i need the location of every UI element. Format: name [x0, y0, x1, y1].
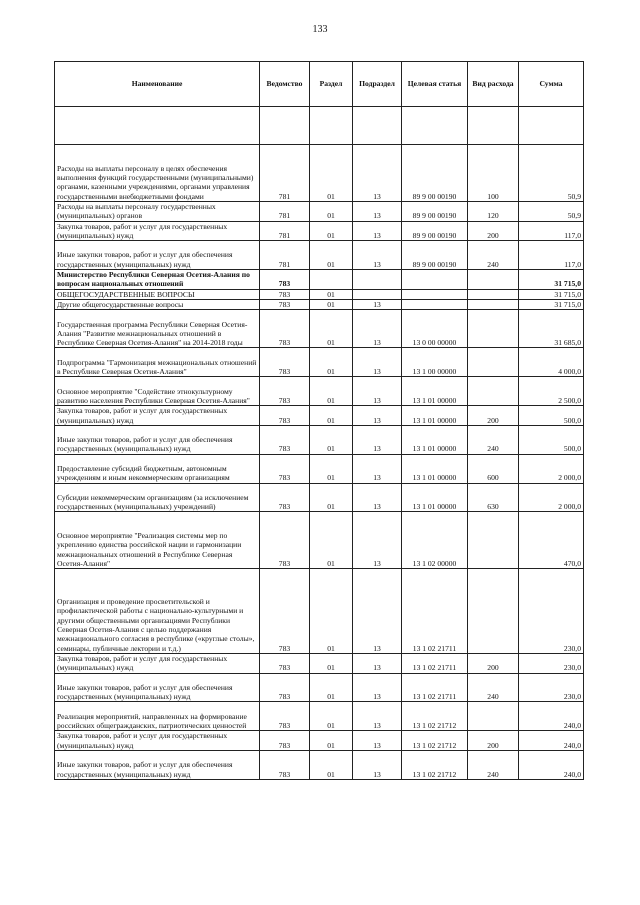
cell-subsection: 13 [353, 483, 402, 512]
table-row [55, 569, 584, 654]
cell-expense-type: 630 [468, 483, 519, 512]
cell-target-article [402, 289, 468, 299]
cell-amount: 470,0 [519, 512, 584, 569]
cell-expense-type [468, 270, 519, 290]
cell-section: 01 [310, 241, 353, 270]
cell-section: 01 [310, 673, 353, 702]
cell-department: 783 [260, 673, 310, 702]
cell-target-article: 89 9 00 00190 [402, 241, 468, 270]
cell-department [260, 107, 310, 145]
cell-expense-type: 200 [468, 221, 519, 241]
col-header-expense-type: Вид расхода [468, 62, 519, 107]
budget-table [54, 61, 584, 780]
cell-section: 01 [310, 425, 353, 454]
cell-department: 783 [260, 653, 310, 673]
cell-amount: 500,0 [519, 425, 584, 454]
cell-name: Иные закупки товаров, работ и услуг для обеспечения государственных (муниципальных) нужд [55, 673, 260, 702]
cell-expense-type [468, 377, 519, 406]
cell-amount: 31 715,0 [519, 289, 584, 299]
cell-name: Иные закупки товаров, работ и услуг для обеспечения государственных (муниципальных) нужд [55, 750, 260, 779]
cell-target-article: 89 9 00 00190 [402, 201, 468, 221]
cell-amount: 2 000,0 [519, 454, 584, 483]
cell-section: 01 [310, 377, 353, 406]
cell-name: Иные закупки товаров, работ и услуг для обеспечения государственных (муниципальных) нужд [55, 241, 260, 270]
cell-name: Субсидии некоммерческим организациям (за исключением государственных (муниципальных) учреждений) [55, 483, 260, 512]
table-row [55, 673, 584, 702]
cell-subsection: 13 [353, 201, 402, 221]
table-row [55, 201, 584, 221]
cell-expense-type [468, 107, 519, 145]
cell-section: 01 [310, 299, 353, 309]
cell-section: 01 [310, 289, 353, 299]
page-number: 133 [312, 24, 328, 35]
cell-expense-type [468, 299, 519, 309]
cell-target-article: 13 1 01 00000 [402, 377, 468, 406]
cell-department: 783 [260, 483, 310, 512]
cell-department: 783 [260, 377, 310, 406]
cell-section: 01 [310, 406, 353, 426]
cell-department: 783 [260, 750, 310, 779]
cell-name: Подпрограмма "Гармонизация межнациональных отношений в Республике Северная Осетия-Алания" [55, 348, 260, 377]
cell-expense-type [468, 289, 519, 299]
cell-amount: 500,0 [519, 406, 584, 426]
cell-department: 783 [260, 270, 310, 290]
cell-department: 781 [260, 201, 310, 221]
cell-amount: 50,9 [519, 201, 584, 221]
table-row [55, 107, 584, 145]
cell-subsection [353, 270, 402, 290]
cell-department: 783 [260, 702, 310, 731]
table-row [55, 221, 584, 241]
table-row [55, 348, 584, 377]
cell-expense-type: 240 [468, 425, 519, 454]
cell-section: 01 [310, 145, 353, 202]
header-row [55, 62, 584, 107]
cell-target-article: 89 9 00 00190 [402, 221, 468, 241]
cell-amount: 230,0 [519, 673, 584, 702]
cell-target-article: 13 1 01 00000 [402, 406, 468, 426]
cell-name: Расходы на выплаты персоналу в целях обеспечения выполнения функций государственными (муниципальными) органами, казенными учреждениями, органами управления государственными внебюджетными фондами [55, 145, 260, 202]
cell-target-article [402, 107, 468, 145]
cell-target-article: 13 1 02 21711 [402, 569, 468, 654]
cell-section: 01 [310, 221, 353, 241]
cell-section [310, 107, 353, 145]
cell-target-article [402, 270, 468, 290]
cell-expense-type [468, 512, 519, 569]
cell-name: Закупка товаров, работ и услуг для государственных (муниципальных) нужд [55, 731, 260, 751]
cell-amount: 2 000,0 [519, 483, 584, 512]
cell-subsection: 13 [353, 569, 402, 654]
cell-department: 783 [260, 569, 310, 654]
cell-name: Основное мероприятие "Реализация системы мер по укреплению единства российской нации и гармонизации межнациональных отношений в Республике Северная Осетия-Алания" [55, 512, 260, 569]
cell-target-article: 13 1 02 21712 [402, 750, 468, 779]
cell-department: 783 [260, 299, 310, 309]
cell-name: Основное мероприятие "Содействие этнокультурному развитию населения Республики Северная Осетия-Алания" [55, 377, 260, 406]
col-header-subsection: Подраздел [353, 62, 402, 107]
table-row [55, 750, 584, 779]
table-row [55, 377, 584, 406]
cell-expense-type: 200 [468, 406, 519, 426]
cell-amount: 117,0 [519, 221, 584, 241]
cell-expense-type: 240 [468, 673, 519, 702]
cell-amount: 31 715,0 [519, 299, 584, 309]
cell-name: Другие общегосударственные вопросы [55, 299, 260, 309]
cell-subsection: 13 [353, 310, 402, 348]
cell-subsection: 13 [353, 653, 402, 673]
cell-subsection: 13 [353, 512, 402, 569]
cell-subsection: 13 [353, 406, 402, 426]
cell-name: Закупка товаров, работ и услуг для государственных (муниципальных) нужд [55, 221, 260, 241]
cell-section: 01 [310, 569, 353, 654]
table-row [55, 299, 584, 309]
col-header-department: Ведомство [260, 62, 310, 107]
cell-expense-type [468, 348, 519, 377]
table-row [55, 270, 584, 290]
cell-amount: 240,0 [519, 702, 584, 731]
cell-name: Министерство Республики Северная Осетия-Алания по вопросам национальных отношений [55, 270, 260, 290]
cell-name: Государственная программа Республики Северная Осетия-Алания "Развитие межнациональных отношений в Республике Северная Осетия-Алания" на 2014-2018 годы [55, 310, 260, 348]
cell-subsection: 13 [353, 454, 402, 483]
table-row [55, 145, 584, 202]
cell-name: Расходы на выплаты персоналу государственных (муниципальных) органов [55, 201, 260, 221]
col-header-target-article: Целевая статья [402, 62, 468, 107]
cell-target-article: 13 1 02 21712 [402, 731, 468, 751]
cell-target-article: 13 1 01 00000 [402, 483, 468, 512]
cell-expense-type [468, 702, 519, 731]
table-row [55, 512, 584, 569]
cell-name: Закупка товаров, работ и услуг для государственных (муниципальных) нужд [55, 653, 260, 673]
table-row [55, 289, 584, 299]
table-row [55, 406, 584, 426]
cell-section [310, 270, 353, 290]
cell-amount: 117,0 [519, 241, 584, 270]
cell-expense-type: 200 [468, 653, 519, 673]
table-row [55, 454, 584, 483]
cell-expense-type [468, 310, 519, 348]
table-row [55, 310, 584, 348]
cell-amount: 230,0 [519, 653, 584, 673]
cell-section: 01 [310, 454, 353, 483]
table-row [55, 241, 584, 270]
col-header-amount: Сумма [519, 62, 584, 107]
cell-section: 01 [310, 512, 353, 569]
cell-subsection [353, 289, 402, 299]
cell-amount: 240,0 [519, 750, 584, 779]
cell-section: 01 [310, 731, 353, 751]
cell-department: 781 [260, 221, 310, 241]
cell-department: 783 [260, 310, 310, 348]
cell-amount: 240,0 [519, 731, 584, 751]
cell-department: 783 [260, 425, 310, 454]
cell-subsection: 13 [353, 702, 402, 731]
cell-expense-type: 200 [468, 731, 519, 751]
cell-subsection: 13 [353, 750, 402, 779]
cell-section: 01 [310, 310, 353, 348]
cell-expense-type: 240 [468, 241, 519, 270]
cell-department: 783 [260, 454, 310, 483]
cell-section: 01 [310, 653, 353, 673]
cell-department: 783 [260, 512, 310, 569]
cell-amount: 2 500,0 [519, 377, 584, 406]
cell-amount [519, 107, 584, 145]
cell-amount: 31 685,0 [519, 310, 584, 348]
cell-target-article [402, 299, 468, 309]
cell-target-article: 13 1 01 00000 [402, 454, 468, 483]
cell-target-article: 13 1 02 21711 [402, 653, 468, 673]
cell-target-article: 13 1 02 21712 [402, 702, 468, 731]
cell-department: 783 [260, 348, 310, 377]
cell-subsection: 13 [353, 348, 402, 377]
cell-subsection: 13 [353, 299, 402, 309]
table-row [55, 731, 584, 751]
cell-department: 781 [260, 241, 310, 270]
cell-expense-type: 100 [468, 145, 519, 202]
cell-section: 01 [310, 750, 353, 779]
cell-subsection: 13 [353, 145, 402, 202]
cell-name: Реализация мероприятий, направленных на формирование российских общегражданских, патриотических ценностей [55, 702, 260, 731]
cell-amount: 31 715,0 [519, 270, 584, 290]
table-row [55, 425, 584, 454]
cell-subsection [353, 107, 402, 145]
table-row [55, 702, 584, 731]
cell-department: 781 [260, 145, 310, 202]
table-body [55, 107, 584, 780]
cell-target-article: 13 1 02 21711 [402, 673, 468, 702]
cell-target-article: 13 1 02 00000 [402, 512, 468, 569]
cell-subsection: 13 [353, 673, 402, 702]
cell-name: Организация и проведение просветительской и профилактической работы с национально-культурными и другими общественными организациями Республики Северная Осетия-Алания с целью поддержания межнационального согласия в республике («круглые столы», семинары, публичные лектории и т.д.) [55, 569, 260, 654]
cell-expense-type: 240 [468, 750, 519, 779]
cell-subsection: 13 [353, 241, 402, 270]
cell-amount: 50,9 [519, 145, 584, 202]
cell-target-article: 13 1 00 00000 [402, 348, 468, 377]
cell-department: 783 [260, 406, 310, 426]
cell-target-article: 89 9 00 00190 [402, 145, 468, 202]
cell-amount: 230,0 [519, 569, 584, 654]
cell-subsection: 13 [353, 731, 402, 751]
cell-expense-type [468, 569, 519, 654]
cell-name: Иные закупки товаров, работ и услуг для обеспечения государственных (муниципальных) нужд [55, 425, 260, 454]
cell-section: 01 [310, 702, 353, 731]
cell-name: Предоставление субсидий бюджетным, автономным учреждениям и иным некоммерческим организациям [55, 454, 260, 483]
cell-section: 01 [310, 483, 353, 512]
cell-section: 01 [310, 201, 353, 221]
cell-name: Закупка товаров, работ и услуг для государственных (муниципальных) нужд [55, 406, 260, 426]
cell-subsection: 13 [353, 425, 402, 454]
cell-subsection: 13 [353, 377, 402, 406]
cell-department: 783 [260, 289, 310, 299]
cell-target-article: 13 1 01 00000 [402, 425, 468, 454]
col-header-name: Наименование [55, 62, 260, 107]
cell-expense-type: 600 [468, 454, 519, 483]
col-header-section: Раздел [310, 62, 353, 107]
table-row [55, 483, 584, 512]
cell-target-article: 13 0 00 00000 [402, 310, 468, 348]
table-row [55, 653, 584, 673]
cell-subsection: 13 [353, 221, 402, 241]
cell-name [55, 107, 260, 145]
cell-expense-type: 120 [468, 201, 519, 221]
cell-name: ОБЩЕГОСУДАРСТВЕННЫЕ ВОПРОСЫ [55, 289, 260, 299]
cell-amount: 4 000,0 [519, 348, 584, 377]
cell-department: 783 [260, 731, 310, 751]
cell-section: 01 [310, 348, 353, 377]
